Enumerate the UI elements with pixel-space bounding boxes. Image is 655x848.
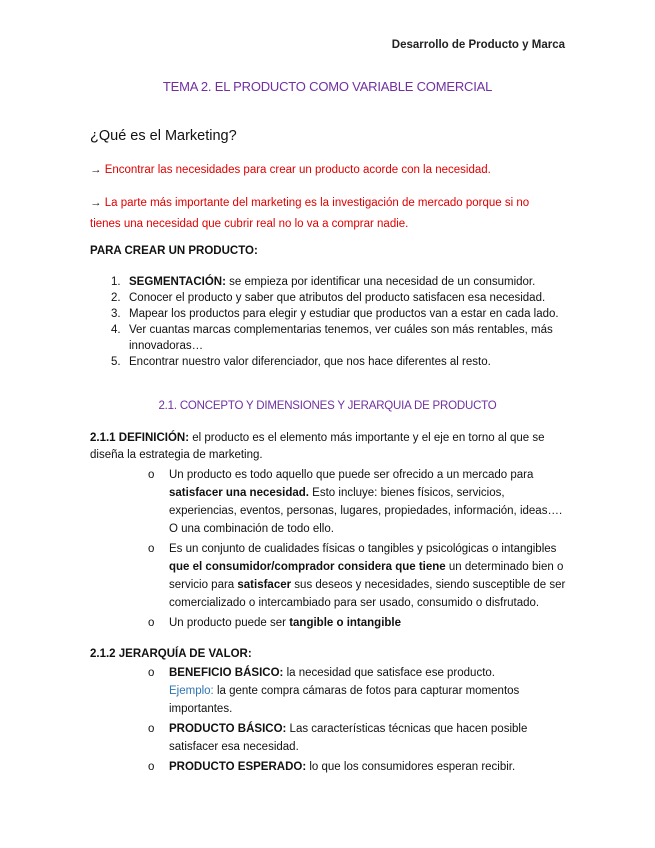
list-item: 4. Ver cuantas marcas complementarias tenemos, ver cuáles son más rentables, más innovadoras… bbox=[111, 324, 553, 352]
list-item: o PRODUCTO ESPERADO: lo que los consumidores esperan recibir. bbox=[148, 758, 568, 776]
steps-list bbox=[90, 274, 570, 370]
list-item: o Es un conjunto de cualidades físicas o tangibles y psicológicas o intangibles que el consumidor/comprador considera que tiene un determinado bien o servicio para satisfacer sus deseos y necesidades, siendo susceptible de ser comercializado o intercambiado para ser usado, consumido o disfrutado. bbox=[148, 540, 568, 612]
subsection-title: 2.1. CONCEPTO Y DIMENSIONES Y JERARQUIA DE PRODUCTO bbox=[158, 400, 497, 412]
circle-bullet-icon: o bbox=[148, 617, 155, 629]
red-point-text: La parte más importante del marketing es la investigación de mercado porque si no tienes una necesidad que cubrir real no lo va a comprar nadie. bbox=[90, 197, 530, 230]
document-title: TEMA 2. EL PRODUCTO COMO VARIABLE COMERCIAL bbox=[162, 79, 493, 94]
circle-bullet-icon: o bbox=[148, 723, 155, 735]
list-item: o BENEFICIO BÁSICO: la necesidad que satisface ese producto. Ejemplo: la gente compra cámaras de fotos para capturar momentos importantes. bbox=[148, 664, 568, 718]
running-header: Desarrollo de Producto y Marca bbox=[391, 39, 565, 51]
circle-bullet-icon: o bbox=[148, 543, 155, 555]
circle-bullet-icon: o bbox=[148, 667, 155, 679]
arrow-icon: → bbox=[90, 164, 102, 176]
red-point-1 bbox=[90, 160, 560, 181]
red-point-2 bbox=[90, 193, 560, 235]
hierarchy-heading: 2.1.2 JERARQUÍA DE VALOR: bbox=[90, 648, 252, 660]
list-item: o Un producto es todo aquello que puede ser ofrecido a un mercado para satisfacer una necesidad. Esto incluye: bienes físicos, servicios, experiencias, eventos, personas, lugares, propiedades, información, ideas…. O una combinación de todo ello. bbox=[148, 466, 568, 538]
list-item: 5. Encontrar nuestro valor diferenciador, que nos hace diferentes al resto. bbox=[111, 356, 491, 368]
list-item: 2. Conocer el producto y saber que atributos del producto satisfacen esa necesidad. bbox=[111, 292, 546, 304]
list-item: 3. Mapear los productos para elegir y estudiar que productos van a estar en cada lado. bbox=[111, 308, 559, 320]
definition-paragraph bbox=[90, 430, 560, 464]
list-item: 1. SEGMENTACIÓN: se empieza por identificar una necesidad de un consumidor. bbox=[111, 276, 536, 288]
definition-text: el producto es el elemento más importante y el eje en torno al que se diseña la estrategia de marketing. bbox=[90, 432, 545, 461]
example-label: Ejemplo: bbox=[169, 685, 214, 697]
marketing-question-heading: ¿Qué es el Marketing? bbox=[90, 128, 237, 144]
red-point-text: Encontrar las necesidades para crear un producto acorde con la necesidad. bbox=[104, 164, 491, 176]
list-item: o PRODUCTO BÁSICO: Las características técnicas que hacen posible satisfacer esa necesidad. bbox=[148, 720, 568, 756]
definition-lead: 2.1.1 DEFINICIÓN: bbox=[90, 432, 190, 444]
circle-bullet-icon: o bbox=[148, 761, 155, 773]
circle-bullet-icon: o bbox=[148, 469, 155, 481]
create-product-heading: PARA CREAR UN PRODUCTO: bbox=[90, 245, 258, 257]
definition-bullets bbox=[148, 466, 568, 634]
list-item: o Un producto puede ser tangible o intangible bbox=[148, 614, 568, 632]
arrow-icon: → bbox=[90, 197, 102, 209]
hierarchy-bullets bbox=[148, 664, 568, 778]
